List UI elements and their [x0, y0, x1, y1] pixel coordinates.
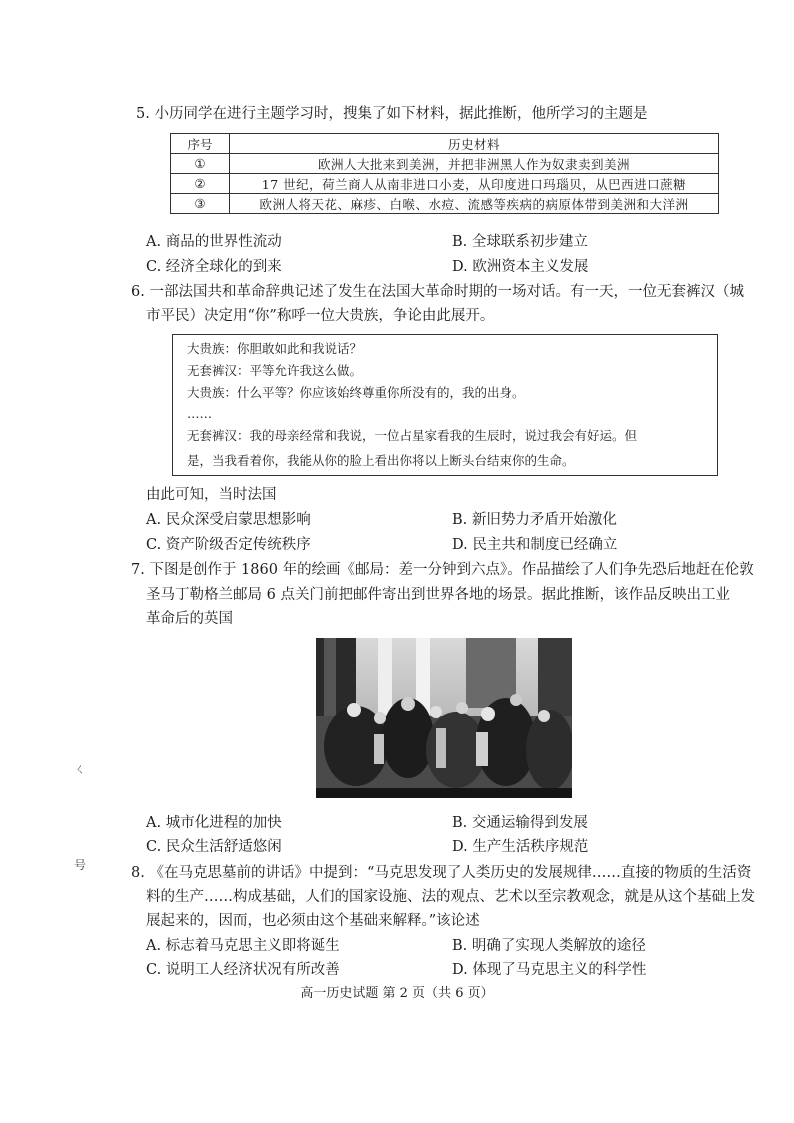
q7-stem-line1: 7. 下图是创作于 1860 年的绘画《邮局：差一分钟到六点》。作品描绘了人们争先恐后地赶在伦敦 — [131, 562, 754, 578]
table-cell-material: 欧洲人大批来到美洲，并把非洲黑人作为奴隶卖到美洲 — [230, 154, 719, 174]
q7-option-a[interactable]: A. 城市化进程的加快 — [146, 815, 282, 831]
q8-stem-line3: 展起来的，因而，也必须由这个基础来解释。”该论述 — [146, 913, 480, 929]
q7-stem-line3: 革命后的英国 — [146, 611, 233, 627]
q7-option-d[interactable]: D. 生产生活秩序规范 — [452, 839, 589, 855]
painting-illustration — [316, 638, 572, 798]
q8-option-b[interactable]: B. 明确了实现人类解放的途径 — [452, 938, 646, 954]
table-header-row — [171, 134, 719, 154]
page-footer: 高一历史试题 第 2 页（共 6 页） — [300, 986, 494, 1001]
q5-option-b[interactable]: B. 全球联系初步建立 — [452, 234, 588, 250]
q8-stem-line1: 8. 《在马克思墓前的讲话》中提到：“马克思发现了人类历史的发展规律……直接的物质的生活资 — [131, 865, 752, 881]
table-header-material: 历史材料 — [230, 134, 719, 154]
dialog-line: 大贵族：什么平等？你应该始终尊重你所没有的，我的出身。 — [187, 385, 525, 400]
q6-option-a[interactable]: A. 民众深受启蒙思想影响 — [146, 512, 311, 528]
q6-dialog-box — [172, 334, 718, 476]
q5-material-table — [170, 133, 719, 214]
q8-option-a[interactable]: A. 标志着马克思主义即将诞生 — [146, 938, 340, 954]
dialog-line: 无套裤汉：平等允许我这么做。 — [187, 363, 363, 378]
margin-mark: ㄑ — [74, 762, 87, 776]
dialog-line: 无套裤汉：我的母亲经常和我说，一位占星家看我的生辰时，说过我会有好运。但 — [187, 428, 638, 443]
q7-stem-line2: 圣马丁勒格兰邮局 6 点关门前把邮件寄出到世界各地的场景。据此推断，该作品反映出工业 — [146, 587, 730, 603]
dialog-line: 大贵族：你胆敢如此和我说话？ — [187, 341, 363, 356]
q6-option-c[interactable]: C. 资产阶级否定传统秩序 — [146, 537, 311, 553]
q6-conclusion: 由此可知，当时法国 — [146, 487, 277, 503]
dialog-line: 是，当我看着你，我能从你的脸上看出你将以上断头台结束你的生命。 — [187, 453, 575, 468]
q5-option-c[interactable]: C. 经济全球化的到来 — [146, 259, 282, 275]
q6-stem-line2: 市平民）决定用“你”称呼一位大贵族，争论由此展开。 — [146, 308, 495, 324]
table-header-number: 序号 — [171, 134, 230, 154]
q6-option-d[interactable]: D. 民主共和制度已经确立 — [452, 537, 618, 553]
table-row — [171, 194, 719, 214]
q5-option-d[interactable]: D. 欧洲资本主义发展 — [452, 259, 589, 275]
q8-stem-line2: 料的生产……构成基础，人们的国家设施、法的观点、艺术以至宗教观念，就是从这个基础上发 — [146, 889, 755, 905]
q5-stem: 5. 小历同学在进行主题学习时，搜集了如下材料，据此推断，他所学习的主题是 — [136, 106, 648, 122]
table-row — [171, 174, 719, 194]
q5-option-a[interactable]: A. 商品的世界性流动 — [146, 234, 282, 250]
table-row — [171, 154, 719, 174]
table-cell-number: ③ — [171, 194, 230, 214]
q7-option-b[interactable]: B. 交通运输得到发展 — [452, 815, 588, 831]
q6-stem-line1: 6. 一部法国共和革命辞典记述了发生在法国大革命时期的一场对话。有一天，一位无套裤汉（城 — [131, 284, 744, 300]
painting-image — [316, 638, 572, 798]
q7-option-c[interactable]: C. 民众生活舒适悠闲 — [146, 839, 282, 855]
table-cell-material: 欧洲人将天花、麻疹、白喉、水痘、流感等疾病的病原体带到美洲和大洋洲 — [230, 194, 719, 214]
q8-option-d[interactable]: D. 体现了马克思主义的科学性 — [452, 962, 647, 978]
q8-option-c[interactable]: C. 说明工人经济状况有所改善 — [146, 962, 340, 978]
table-cell-material: 17 世纪，荷兰商人从南非进口小麦，从印度进口玛瑙贝，从巴西进口蔗糖 — [230, 174, 719, 194]
margin-mark: 号 — [74, 858, 87, 872]
q6-option-b[interactable]: B. 新旧势力矛盾开始激化 — [452, 512, 617, 528]
dialog-line: …… — [187, 406, 212, 421]
table-cell-number: ② — [171, 174, 230, 194]
table-cell-number: ① — [171, 154, 230, 174]
